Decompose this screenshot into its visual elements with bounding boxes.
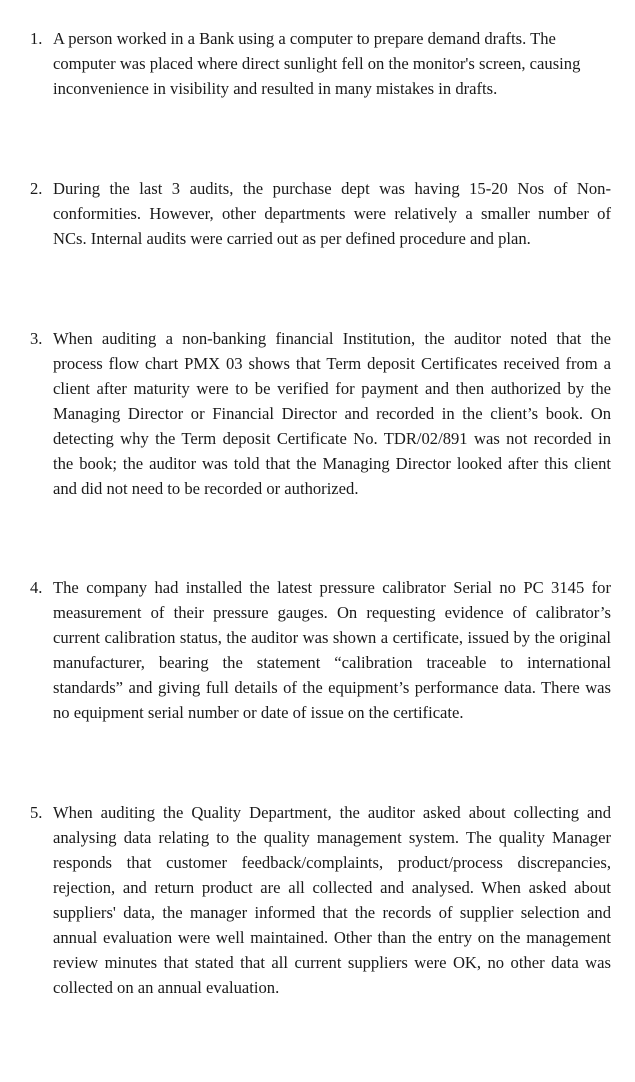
list-item bbox=[30, 326, 611, 501]
item-text: A person worked in a Bank using a computer to prepare demand drafts. The computer was placed where direct sunlight fell on the monitor's screen, causing inconvenience in visibility and resulted in many mistakes in drafts. bbox=[53, 29, 581, 98]
item-text: During the last 3 audits, the purchase dept was having 15-20 Nos of Non-conformities. However, other departments were relatively a smaller number of NCs. Internal audits were carried out as per defined procedure and plan. bbox=[53, 179, 611, 248]
item-number: 1. bbox=[30, 29, 43, 48]
item-number: 5. bbox=[30, 803, 43, 822]
item-number: 3. bbox=[30, 329, 43, 348]
list-item bbox=[30, 800, 611, 1000]
list-item bbox=[30, 26, 611, 101]
item-number: 2. bbox=[30, 179, 43, 198]
item-text: The company had installed the latest pressure calibrator Serial no PC 3145 for measurement of their pressure gauges. On requesting evidence of calibrator’s current calibration status, the auditor was shown a certificate, issued by the original manufacturer, bearing the statement “calibration traceable to international standards” and giving full details of the equipment’s performance data. There was no equipment serial number or date of issue on the certificate. bbox=[53, 578, 611, 722]
list-item bbox=[30, 575, 611, 725]
item-text: When auditing a non-banking financial Institution, the auditor noted that the process flow chart PMX 03 shows that Term deposit Certificates received from a client after maturity were to be verified for payment and then authorized by the Managing Director or Financial Director and recorded in the client’s book. On detecting why the Term deposit Certificate No. TDR/02/891 was not recorded in the book; the auditor was told that the Managing Director looked after this client and did not need to be recorded or authorized. bbox=[53, 329, 611, 498]
item-text: When auditing the Quality Department, the auditor asked about collecting and analysing data relating to the quality management system. The quality Manager responds that customer feedback/complaints, product/process discrepancies, rejection, and return product are all collected and analysed. When asked about suppliers' data, the manager informed that the records of supplier selection and annual evaluation were well maintained. Other than the entry on the management review minutes that stated that all current suppliers were OK, no other data was collected on an annual evaluation. bbox=[53, 803, 611, 997]
list-item bbox=[30, 176, 611, 251]
item-number: 4. bbox=[30, 578, 43, 597]
